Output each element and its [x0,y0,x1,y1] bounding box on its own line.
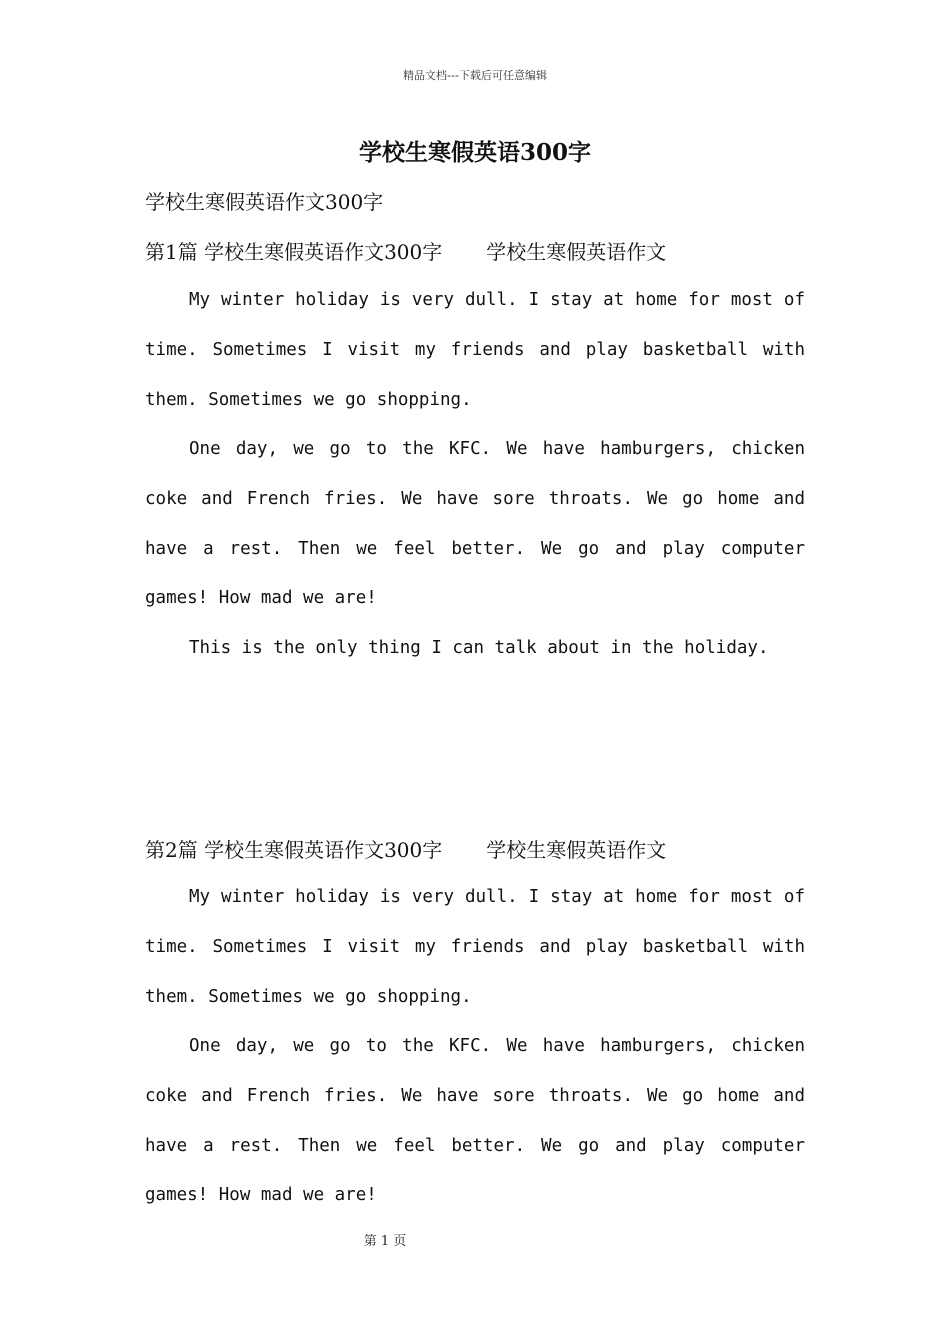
section-2-paragraph-1: My winter holiday is very dull. I stay at home for most of time. Sometimes I visit my friends and play basketball with them. Sometimes we go shopping. [145,887,805,1007]
section-1-heading-left: 第1篇 学校生寒假英语作文300字 [145,240,443,264]
section-2-heading-right: 学校生寒假英语作文 [486,838,667,862]
section-2-heading [145,834,666,863]
section-2-paragraph-2: One day, we go to the KFC. We have hamburgers, chicken coke and French fries. We have sore throats. We go home and have a rest. Then we feel better. We go and play computer games! How mad we are! [145,1036,805,1206]
document-subtitle: 学校生寒假英语作文300字 [145,190,384,214]
page-header: 精品文档---下载后可任意编辑 [403,69,547,82]
section-2-heading-left: 第2篇 学校生寒假英语作文300字 [145,838,443,862]
section-1-heading-right: 学校生寒假英语作文 [486,240,667,264]
section-1-paragraph-3: This is the only thing I can talk about in the holiday. [189,638,769,658]
document-title: 学校生寒假英语300字 [358,139,591,166]
section-1-paragraph-1: My winter holiday is very dull. I stay at home for most of time. Sometimes I visit my friends and play basketball with them. Sometimes we go shopping. [145,290,805,410]
page-footer: 第 1 页 [363,1234,407,1249]
section-1-heading [145,236,666,265]
section-1-paragraph-2: One day, we go to the KFC. We have hamburgers, chicken coke and French fries. We have sore throats. We go home and have a rest. Then we feel better. We go and play computer games! How mad we are! [145,439,805,609]
